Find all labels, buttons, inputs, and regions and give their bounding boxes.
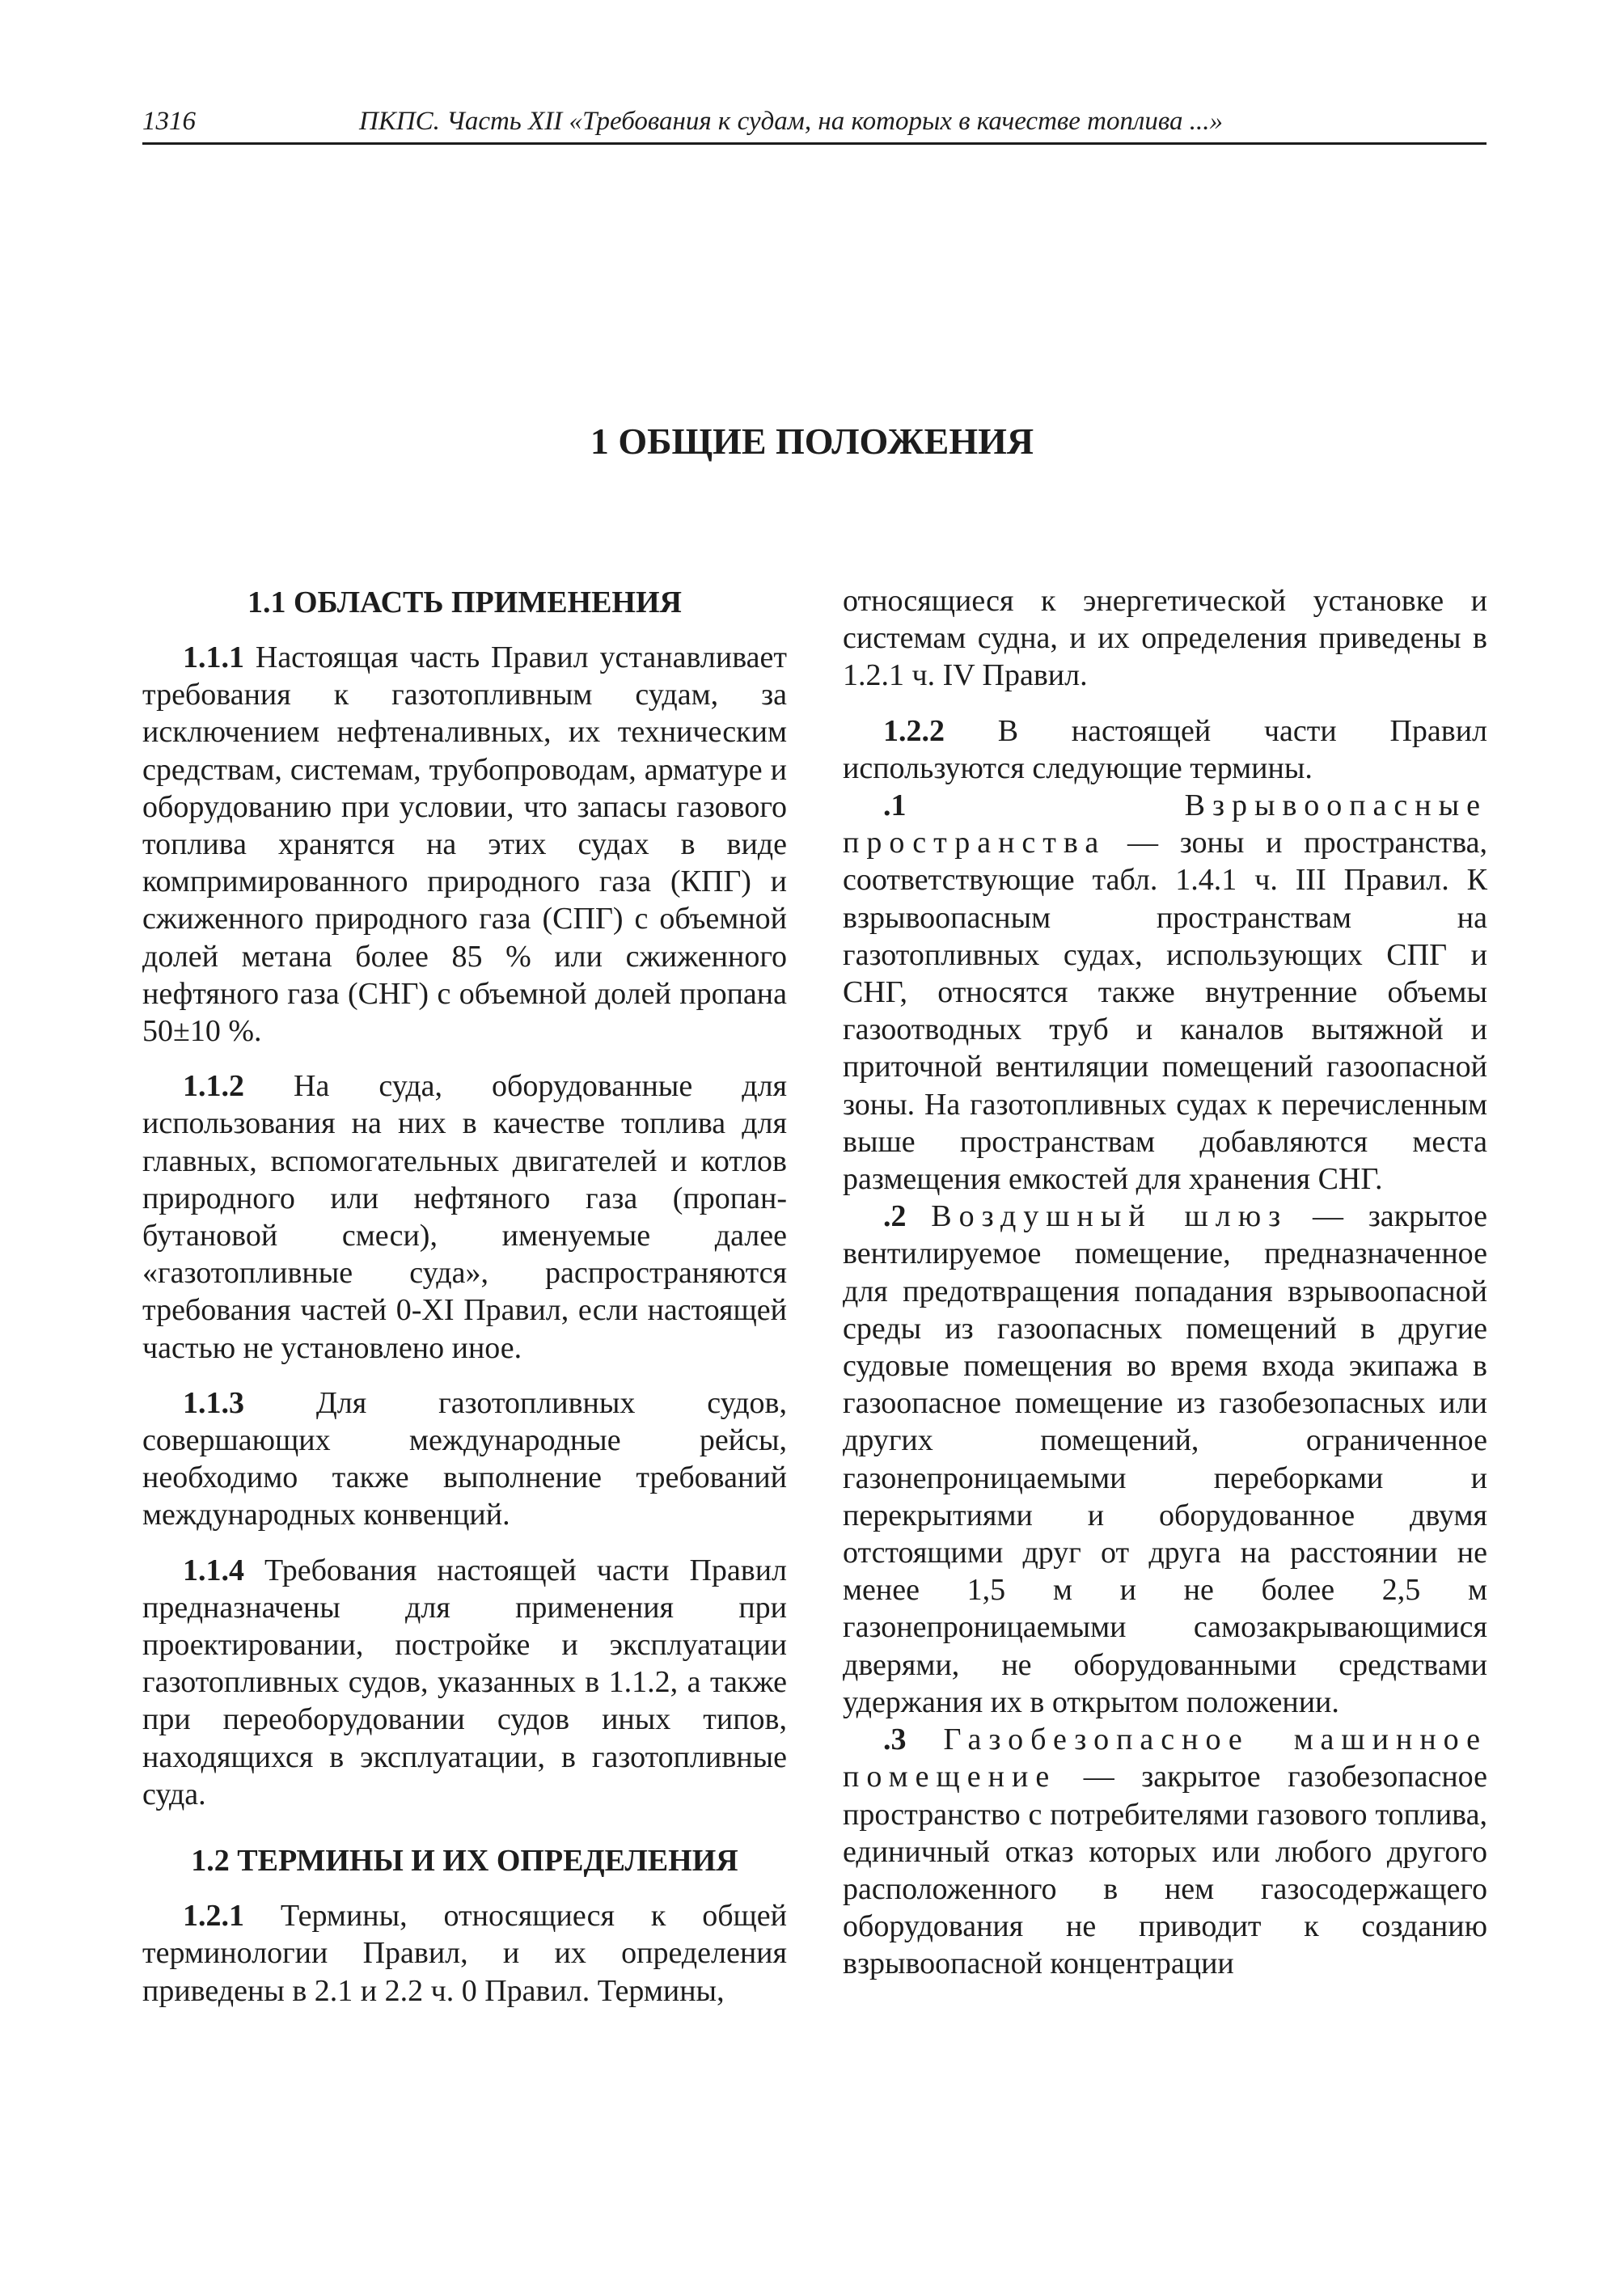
paragraph-text: Термины, относящиеся к общей терминологии Правил, и их определения приведены в 2.1 и 2.2 ч. 0 Правил. Термины, xyxy=(142,1899,787,2008)
paragraph-number: 1.2.1 xyxy=(183,1899,244,1934)
paragraph-text: Требования настоящей части Правил предназначены для применения при проектировании, постройке и эксплуатации газотопливных судов, указанных в 1.1.2, а также при переоборудовании судов иных типов, находящихся в эксплуатации, в газотопливные суда. xyxy=(142,1553,788,1811)
term-definition-2 xyxy=(843,1198,1487,1721)
term-name: Газобезопасное машинное помещение xyxy=(843,1722,1487,1794)
running-header-title: ПКПС. Часть XII «Требования к судам, на которых в качестве топлива ...» xyxy=(359,107,1223,136)
term-definition-1 xyxy=(843,787,1487,1198)
term-text: — зоны и пространства, соответствующие табл. 1.4.1 ч. III Правил. К взрывоопасным пространствам на газотопливных судах, использующих СПГ и СНГ, относятся также внутренние объемы газоотводных труб и каналов вытяжной и приточной вентиляции помещений газоопасной зоны. На газотопливных судах к перечисленным выше пространствам добавляются места размещения емкостей для хранения СНГ. xyxy=(843,826,1487,1197)
paragraph-text: В настоящей части Правил используются следующие термины. xyxy=(843,713,1487,785)
paragraph-1-1-1 xyxy=(142,639,787,1050)
term-number: .3 xyxy=(883,1722,907,1757)
left-column xyxy=(142,584,787,2027)
term-name: Воздушный шлюз xyxy=(931,1199,1288,1234)
paragraph-text: На суда, оборудованные для использования на них в качестве топлива для главных, вспомогательных двигателей и котлов природного или нефтяного газа (пропан-бутановой смеси), именуемые далее «газотопливные суда», распространяются требования частей 0-XI Правил, если настоящей частью не установлено иное. xyxy=(142,1069,788,1365)
paragraph-text: Для газотопливных судов, совершающих международные рейсы, необходимо также выполнение требований международных конвенций. xyxy=(142,1385,788,1532)
paragraph-1-2-2 xyxy=(843,712,1487,787)
section-heading-1-2: 1.2 ТЕРМИНЫ И ИХ ОПРЕДЕЛЕНИЯ xyxy=(191,1844,738,1879)
paragraph-1-1-2 xyxy=(142,1067,787,1367)
paragraph-number: 1.1.3 xyxy=(183,1385,244,1420)
page-number: 1316 xyxy=(142,107,196,136)
paragraph-number: 1.2.2 xyxy=(883,713,945,748)
paragraph-number: 1.1.4 xyxy=(183,1553,244,1587)
right-column xyxy=(843,582,1487,1983)
chapter-title: 1 ОБЩИЕ ПОЛОЖЕНИЯ xyxy=(590,421,1034,462)
paragraph-1-1-4 xyxy=(142,1552,787,1813)
paragraph-text: Настоящая часть Правил устанавливает требования к газотопливным судам, за исключением нефтеналивных, их техническим средствам, системам, трубопроводам, арматуре и оборудованию при условии, что запасы газового топлива хранятся на этих судах в виде компримированного природного газа (КПГ) и сжиженного природного газа (СПГ) с объемной долей метана более 85 % или сжиженного нефтяного газа (СНГ) с объемной долей пропана 50±10 %. xyxy=(142,640,787,1049)
running-header xyxy=(142,104,1487,145)
term-number: .2 xyxy=(883,1199,907,1234)
term-number: .1 xyxy=(883,788,907,823)
paragraph-1-2-1 xyxy=(142,1897,787,2010)
paragraph-number: 1.1.2 xyxy=(183,1069,244,1104)
term-text: — закрытое вентилируемое помещение, предназначенное для предотвращения попадания взрывоопасной среды из газоопасных помещений в другие судовые помещения во время входа экипажа в газоопасное помещение из газобезопасных или других помещений, ограниченное газонепроницаемыми переборками и перекрытиями и оборудованное двумя отстоящими друг от друга на расстоянии не менее 1,5 м и не более 2,5 м газонепроницаемыми самозакрывающимися дверями, не оборудованными средствами удержания их в открытом положении. xyxy=(843,1199,1488,1719)
paragraph-1-2-1-continued xyxy=(843,582,1487,695)
paragraph-number: 1.1.1 xyxy=(183,640,244,674)
term-name: Взрывоопасные пространства xyxy=(843,788,1487,860)
paragraph-1-1-3 xyxy=(142,1384,787,1534)
section-heading-1-1: 1.1 ОБЛАСТЬ ПРИМЕНЕНИЯ xyxy=(247,585,682,619)
paragraph-text: относящиеся к энергетической установке и системам судна, и их определения приведены в 1.2.1 ч. IV Правил. xyxy=(843,584,1487,693)
term-text: — закрытое газобезопасное пространство с потребителями газового топлива, единичный отказ которых или любого другого расположенного в нем газосодержащего оборудования не приводит к созданию взрывоопасной концентрации xyxy=(843,1760,1488,1981)
term-definition-3 xyxy=(843,1721,1487,1982)
